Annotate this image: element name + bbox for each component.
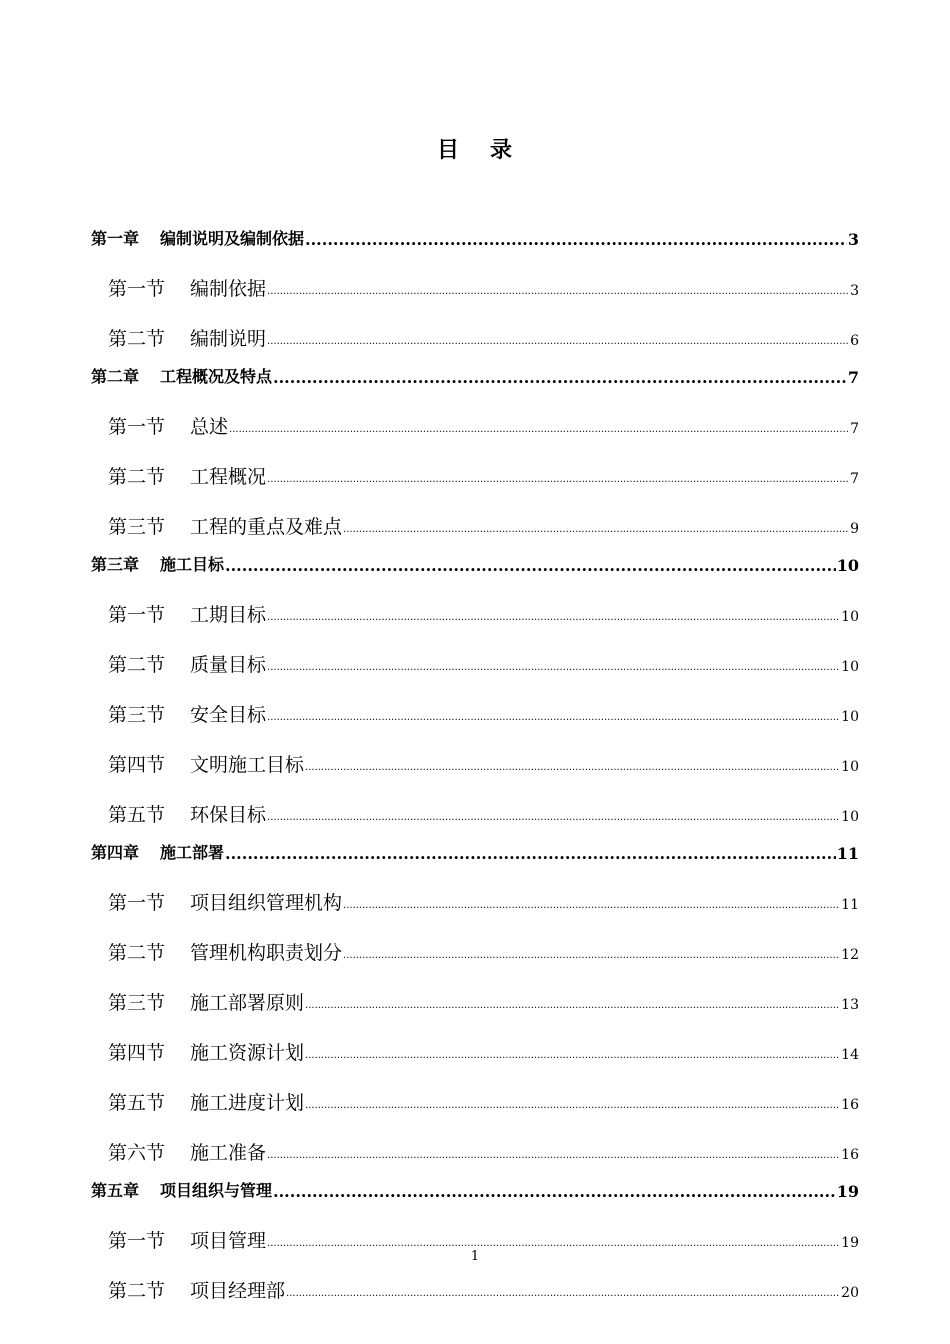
toc-chapter-entry[interactable]	[91, 540, 859, 578]
toc-entry-page: 10	[841, 709, 859, 725]
toc-entry-page: 7	[850, 471, 859, 487]
toc-entry-title: 项目组织管理机构	[190, 892, 343, 914]
toc-entry-label	[108, 1088, 304, 1116]
toc-dot-leader	[305, 1100, 840, 1116]
toc-entry-title: 工程的重点及难点	[190, 516, 343, 538]
toc-section-entry[interactable]	[91, 252, 859, 302]
toc-entry-title: 施工部署原则	[190, 992, 305, 1014]
toc-entry-label	[108, 1276, 285, 1304]
toc-entry-title: 施工准备	[190, 1142, 267, 1164]
toc-section-entry[interactable]	[91, 866, 859, 916]
toc-section-entry[interactable]	[91, 302, 859, 352]
toc-dot-leader	[273, 1183, 836, 1204]
toc-entry-title: 安全目标	[190, 704, 267, 726]
toc-dot-leader	[267, 662, 840, 678]
toc-entry-label	[91, 364, 272, 390]
toc-dot-leader	[305, 762, 840, 778]
toc-entry-title: 管理机构职责划分	[190, 942, 343, 964]
toc-entry-page: 7	[850, 421, 859, 437]
toc-entry-label	[108, 800, 266, 828]
toc-entry-number: 第二节	[108, 466, 166, 488]
toc-entry-page: 10	[841, 759, 859, 775]
toc-entry-title: 总述	[190, 416, 229, 438]
page-number: 1	[470, 1249, 480, 1264]
toc-dot-leader	[343, 524, 849, 540]
toc-entry-title: 施工目标	[160, 555, 225, 574]
toc-section-entry[interactable]	[91, 778, 859, 828]
toc-entry-label	[108, 938, 342, 966]
toc-section-entry[interactable]	[91, 490, 859, 540]
toc-section-entry[interactable]	[91, 728, 859, 778]
toc-entry-page: 14	[841, 1047, 859, 1063]
toc-entry-title: 文明施工目标	[190, 754, 305, 776]
toc-entry-number: 第四章	[91, 843, 140, 862]
toc-dot-leader	[267, 812, 840, 828]
toc-dot-leader	[305, 231, 847, 252]
toc-entry-label	[108, 700, 266, 728]
toc-entry-number: 第一节	[108, 892, 166, 914]
toc-entry-number: 第四节	[108, 754, 166, 776]
toc-entry-label	[108, 988, 304, 1016]
table-of-contents	[91, 214, 859, 1304]
toc-entry-label	[108, 1138, 266, 1166]
toc-entry-title: 施工进度计划	[190, 1092, 305, 1114]
toc-entry-label	[108, 650, 266, 678]
toc-dot-leader	[225, 845, 836, 866]
toc-entry-label	[91, 840, 224, 866]
toc-title	[0, 133, 950, 164]
toc-entry-title: 编制依据	[190, 278, 267, 300]
toc-entry-number: 第二节	[108, 328, 166, 350]
toc-entry-title: 工程概况	[190, 466, 267, 488]
toc-section-entry[interactable]	[91, 966, 859, 1016]
toc-entry-page: 7	[847, 368, 859, 387]
toc-entry-label	[108, 600, 266, 628]
toc-dot-leader	[343, 900, 840, 916]
toc-entry-title: 工程概况及特点	[160, 367, 273, 386]
toc-entry-label	[108, 462, 266, 490]
toc-entry-page: 3	[850, 283, 859, 299]
toc-entry-number: 第一节	[108, 604, 166, 626]
toc-entry-number: 第五节	[108, 1092, 166, 1114]
toc-entry-page: 13	[841, 997, 859, 1013]
toc-dot-leader	[267, 286, 849, 302]
toc-dot-leader	[267, 1150, 840, 1166]
toc-entry-title: 施工部署	[160, 843, 225, 862]
toc-entry-page: 19	[841, 1235, 859, 1251]
toc-entry-number: 第五章	[91, 1181, 140, 1200]
toc-entry-title: 编制说明及编制依据	[160, 229, 305, 248]
toc-entry-number: 第二节	[108, 942, 166, 964]
toc-section-entry[interactable]	[91, 1116, 859, 1166]
toc-entry-number: 第一节	[108, 416, 166, 438]
toc-entry-label	[108, 1038, 304, 1066]
toc-entry-page: 10	[836, 556, 859, 575]
toc-entry-page: 3	[847, 230, 859, 249]
toc-section-entry[interactable]	[91, 578, 859, 628]
toc-entry-page: 19	[836, 1182, 859, 1201]
toc-entry-number: 第二节	[108, 654, 166, 676]
toc-entry-page: 10	[841, 809, 859, 825]
toc-dot-leader	[273, 369, 847, 390]
toc-section-entry[interactable]	[91, 628, 859, 678]
toc-dot-leader	[225, 557, 836, 578]
toc-section-entry[interactable]	[91, 1204, 859, 1254]
toc-chapter-entry[interactable]	[91, 214, 859, 252]
toc-entry-label	[108, 274, 266, 302]
toc-entry-page: 16	[841, 1097, 859, 1113]
toc-section-entry[interactable]	[91, 916, 859, 966]
toc-entry-page: 16	[841, 1147, 859, 1163]
toc-dot-leader	[286, 1288, 840, 1304]
toc-entry-title: 环保目标	[190, 804, 267, 826]
toc-entry-page: 11	[836, 844, 859, 863]
toc-title-part2: 录	[490, 137, 514, 163]
toc-entry-title: 施工资源计划	[190, 1042, 305, 1064]
toc-entry-page: 11	[841, 897, 859, 913]
toc-entry-page: 6	[850, 333, 859, 349]
toc-entry-number: 第二章	[91, 367, 140, 386]
toc-entry-label	[91, 552, 224, 578]
toc-dot-leader	[343, 950, 840, 966]
toc-dot-leader	[267, 612, 840, 628]
toc-entry-number: 第四节	[108, 1042, 166, 1064]
toc-entry-label	[108, 888, 342, 916]
toc-dot-leader	[305, 1000, 840, 1016]
toc-entry-page: 20	[841, 1285, 859, 1301]
toc-section-entry[interactable]	[91, 390, 859, 440]
toc-chapter-entry[interactable]	[91, 1166, 859, 1204]
toc-entry-label	[108, 512, 342, 540]
toc-entry-label	[108, 412, 228, 440]
toc-entry-number: 第一章	[91, 229, 140, 248]
toc-entry-page: 10	[841, 609, 859, 625]
toc-entry-page: 10	[841, 659, 859, 675]
toc-entry-page: 12	[841, 947, 859, 963]
toc-entry-number: 第二节	[108, 1280, 166, 1302]
toc-entry-number: 第三节	[108, 704, 166, 726]
toc-entry-number: 第五节	[108, 804, 166, 826]
toc-dot-leader	[267, 474, 849, 490]
toc-section-entry[interactable]	[91, 678, 859, 728]
toc-dot-leader	[229, 424, 849, 440]
toc-entry-label	[108, 750, 304, 778]
toc-entry-title: 项目经理部	[190, 1280, 286, 1302]
toc-entry-title: 工期目标	[190, 604, 267, 626]
toc-entry-page: 9	[850, 521, 859, 537]
toc-section-entry[interactable]	[91, 1066, 859, 1116]
toc-entry-label	[91, 226, 304, 252]
toc-section-entry[interactable]	[91, 1016, 859, 1066]
toc-section-entry[interactable]	[91, 440, 859, 490]
toc-entry-title: 编制说明	[190, 328, 267, 350]
toc-entry-number: 第六节	[108, 1142, 166, 1164]
toc-dot-leader	[267, 336, 849, 352]
toc-entry-label	[91, 1178, 272, 1204]
toc-entry-label	[108, 324, 266, 352]
toc-entry-number: 第三章	[91, 555, 140, 574]
toc-entry-title: 项目管理	[190, 1230, 267, 1252]
toc-chapter-entry[interactable]	[91, 828, 859, 866]
toc-entry-number: 第三节	[108, 516, 166, 538]
toc-dot-leader	[305, 1050, 840, 1066]
toc-entry-number: 第三节	[108, 992, 166, 1014]
toc-chapter-entry[interactable]	[91, 352, 859, 390]
toc-dot-leader	[267, 712, 840, 728]
toc-entry-title: 质量目标	[190, 654, 267, 676]
toc-title-part1: 目	[436, 137, 460, 163]
toc-entry-title: 项目组织与管理	[160, 1181, 273, 1200]
toc-entry-number: 第一节	[108, 278, 166, 300]
toc-entry-number: 第一节	[108, 1230, 166, 1252]
